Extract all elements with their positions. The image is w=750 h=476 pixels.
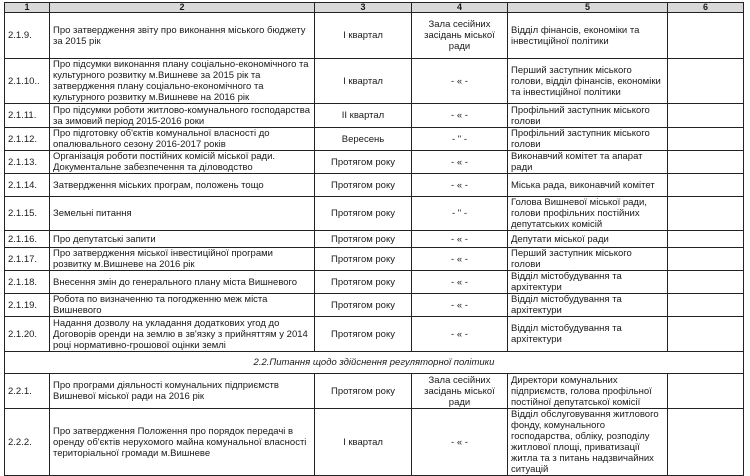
item-place: - « - [412, 174, 508, 197]
item-title: Робота по визначенню та погодженню меж міста Вишневого [50, 294, 315, 317]
table-row [5, 294, 744, 317]
column-number: 4 [412, 3, 508, 13]
item-note [668, 231, 744, 248]
item-number: 2.1.9. [5, 13, 50, 59]
item-place: - " - [412, 128, 508, 151]
table-row [5, 374, 744, 409]
item-note [668, 271, 744, 294]
item-note [668, 174, 744, 197]
item-number: 2.1.11. [5, 104, 50, 128]
item-note [668, 409, 744, 476]
item-number: 2.1.13. [5, 151, 50, 174]
item-place: - « - [412, 151, 508, 174]
column-number: 1 [5, 3, 50, 13]
table-row [5, 59, 744, 104]
column-number-row [5, 3, 744, 13]
item-place: - « - [412, 59, 508, 104]
item-responsible: Перший заступник міського голови [508, 248, 668, 271]
plan-table [4, 2, 744, 476]
section-title: 2.2.Питання щодо здійснення регуляторної політики [5, 352, 744, 374]
item-responsible: Директори комунальних підприємств, голова профільної постійної депутатської комісії [508, 374, 668, 409]
table-row [5, 409, 744, 476]
table-row [5, 231, 744, 248]
item-title: Про програми діяльності комунальних підприємств Вишневої міської ради на 2016 рік [50, 374, 315, 409]
item-responsible: Депутати міської ради [508, 231, 668, 248]
section-row [5, 352, 744, 374]
item-term: Протягом року [315, 197, 412, 231]
table-row [5, 271, 744, 294]
table-row [5, 197, 744, 231]
item-place: - « - [412, 294, 508, 317]
item-note [668, 151, 744, 174]
table-row [5, 104, 744, 128]
item-term: Протягом року [315, 151, 412, 174]
document-page [4, 2, 744, 476]
item-title: Внесення змін до генерального плану міста Вишневого [50, 271, 315, 294]
item-number: 2.1.18. [5, 271, 50, 294]
item-term: Протягом року [315, 231, 412, 248]
item-term: Протягом року [315, 174, 412, 197]
item-title: Організація роботи постійних комісій міської ради. Документальне забезпечення та діловодство [50, 151, 315, 174]
item-term: Протягом року [315, 271, 412, 294]
item-note [668, 374, 744, 409]
item-place: - « - [412, 248, 508, 271]
item-note [668, 294, 744, 317]
table-row [5, 13, 744, 59]
item-title: Про депутатські запити [50, 231, 315, 248]
item-term: Протягом року [315, 294, 412, 317]
item-responsible: Відділ містобудування та архітектури [508, 271, 668, 294]
item-place: - « - [412, 271, 508, 294]
item-title: Про підготовку об'єктів комунальної власності до опалювального сезону 2016-2017 років [50, 128, 315, 151]
item-term: I квартал [315, 13, 412, 59]
item-title: Про затвердження звіту про виконання міського бюджету за 2015 рік [50, 13, 315, 59]
item-term: Протягом року [315, 374, 412, 409]
item-responsible: Відділ містобудування та архітектури [508, 317, 668, 352]
item-number: 2.1.14. [5, 174, 50, 197]
item-place: - « - [412, 317, 508, 352]
item-note [668, 104, 744, 128]
item-title: Про підсумки виконання плану соціально-економічного та культурного розвитку м.Вишневе за 2015 рік та затвердження плану соціально-економічного та культурного розвитку м.Вишневе на 2016 рік [50, 59, 315, 104]
item-number: 2.1.20. [5, 317, 50, 352]
item-title: Про затвердження Положення про порядок передачі в оренду об'єктів нерухомого майна комунальної власності територіальної громади м.Вишневе [50, 409, 315, 476]
item-term: II квартал [315, 104, 412, 128]
item-title: Затвердження міських програм, положень тощо [50, 174, 315, 197]
item-term: I квартал [315, 59, 412, 104]
item-responsible: Профільний заступник міського голови [508, 128, 668, 151]
table-row [5, 128, 744, 151]
item-number: 2.1.10.. [5, 59, 50, 104]
item-title: Про підсумки роботи житлово-комунального господарства за зимовий період 2015-2016 роки [50, 104, 315, 128]
item-note [668, 248, 744, 271]
item-number: 2.1.17. [5, 248, 50, 271]
item-place: - " - [412, 197, 508, 231]
item-term: Протягом року [315, 248, 412, 271]
table-row [5, 248, 744, 271]
item-number: 2.2.2. [5, 409, 50, 476]
item-number: 2.1.12. [5, 128, 50, 151]
item-note [668, 128, 744, 151]
item-number: 2.2.1. [5, 374, 50, 409]
item-place: Зала сесійних засідань міської ради [412, 13, 508, 59]
item-note [668, 317, 744, 352]
item-place: - « - [412, 231, 508, 248]
table-row [5, 174, 744, 197]
column-number: 3 [315, 3, 412, 13]
table-row [5, 151, 744, 174]
item-place: Зала сесійних засідань міської ради [412, 374, 508, 409]
item-responsible: Відділ містобудування та архітектури [508, 294, 668, 317]
item-number: 2.1.16. [5, 231, 50, 248]
column-number: 6 [668, 3, 744, 13]
item-responsible: Голова Вишневої міської ради, голови профільних постійних депутатських комісій [508, 197, 668, 231]
item-title: Земельні питання [50, 197, 315, 231]
item-responsible: Профільний заступник міського голови [508, 104, 668, 128]
item-responsible: Міська рада, виконавчий комітет [508, 174, 668, 197]
item-responsible: Виконавчий комітет та апарат ради [508, 151, 668, 174]
item-note [668, 13, 744, 59]
item-responsible: Відділ обслуговування житлового фонду, комунального господарства, обліку, розподілу житлової площі, приватизації житла та з питань надзвичайних ситуацій [508, 409, 668, 476]
item-title: Про затвердження міської інвестиційної програми розвитку м.Вишневе на 2016 рік [50, 248, 315, 271]
item-responsible: Відділ фінансів, економіки та інвестиційної політики [508, 13, 668, 59]
item-place: - « - [412, 409, 508, 476]
item-note [668, 59, 744, 104]
item-place: - « - [412, 104, 508, 128]
item-number: 2.1.19. [5, 294, 50, 317]
item-number: 2.1.15. [5, 197, 50, 231]
item-term: Протягом року [315, 317, 412, 352]
table-row [5, 317, 744, 352]
column-number: 2 [50, 3, 315, 13]
column-number: 5 [508, 3, 668, 13]
item-responsible: Перший заступник міського голови, відділ фінансів, економіки та інвестиційної політики [508, 59, 668, 104]
item-term: I квартал [315, 409, 412, 476]
item-term: Вересень [315, 128, 412, 151]
item-note [668, 197, 744, 231]
item-title: Надання дозволу на укладання додаткових угод до Договорів оренди на землю в зв'язку з прийняттям у 2014 році нормативно-грошової оцінки землі [50, 317, 315, 352]
